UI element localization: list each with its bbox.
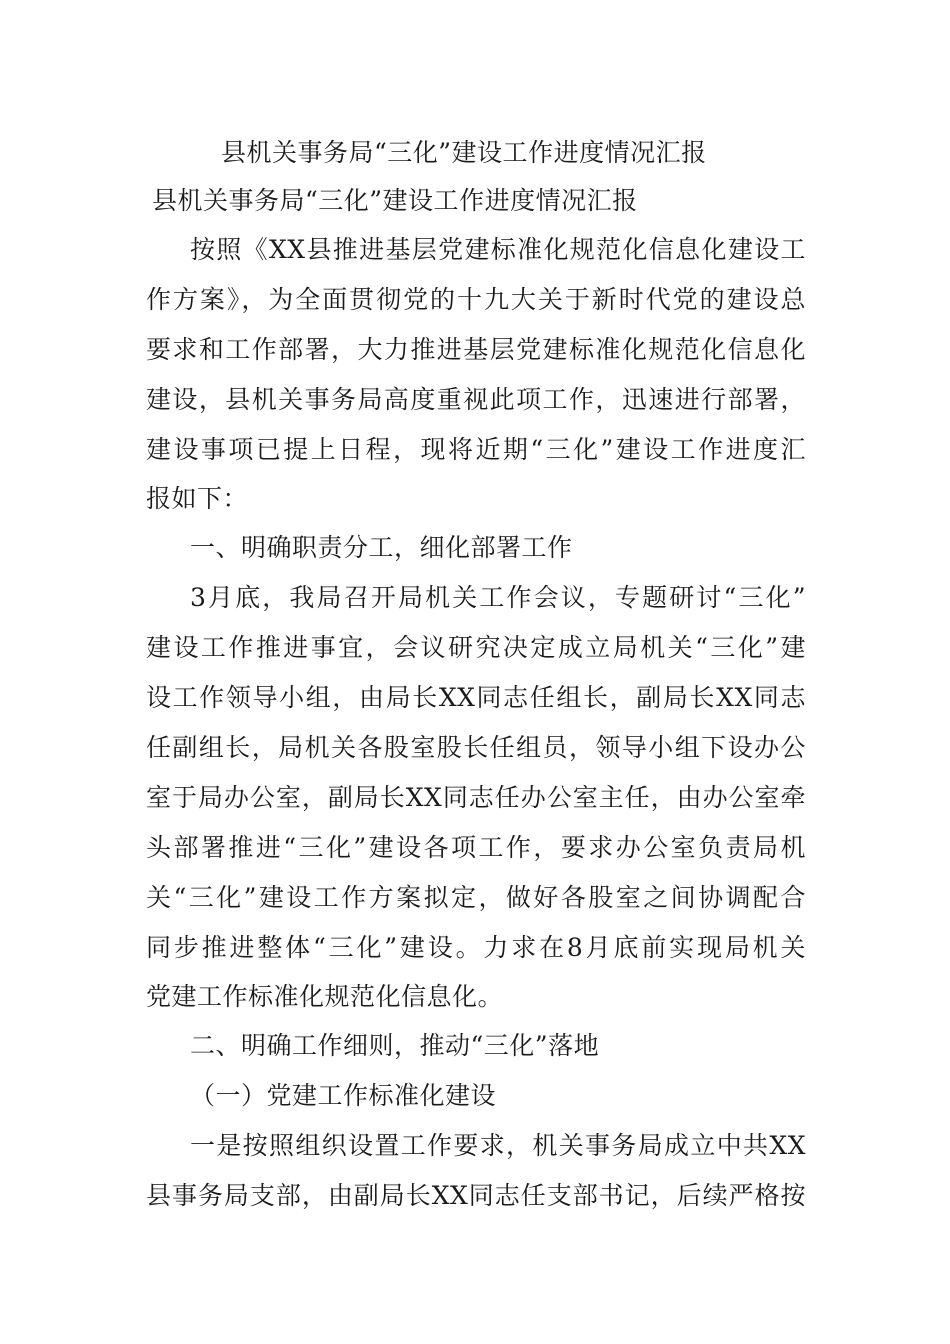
- document-subtitle: 县机关事务局“三化”建设工作进度情况汇报: [152, 186, 638, 215]
- document-title: 县机关事务局“三化”建设工作进度情况汇报: [221, 138, 707, 167]
- paragraph-line: 设工作领导小组，由局长XX同志任组长，副局长XX同志: [146, 683, 806, 712]
- paragraph-line: 关“三化”建设工作方案拟定，做好各股室之间协调配合: [146, 883, 806, 912]
- paragraph-line: 作方案》，为全面贯彻党的十九大关于新时代党的建设总: [146, 285, 806, 314]
- subsection-heading: （一）党建工作标准化建设: [190, 1081, 497, 1110]
- paragraph-line: 室于局办公室，副局长XX同志任办公室主任，由办公室牵: [146, 783, 806, 812]
- paragraph-line: 按照《XX县推进基层党建标准化规范化信息化建设工: [190, 235, 806, 264]
- paragraph-line: 同步推进整体“三化”建设。力求在8月底前实现局机关: [146, 933, 806, 962]
- paragraph-line: 县事务局支部，由副局长XX同志任支部书记，后续严格按: [146, 1181, 806, 1210]
- section-heading: 一、明确职责分工，细化部署工作: [190, 533, 573, 562]
- paragraph-line: 报如下：: [146, 484, 249, 513]
- paragraph-line: 一是按照组织设置工作要求，机关事务局成立中共XX: [190, 1131, 806, 1160]
- paragraph-line: 建设工作推进事宜，会议研究决定成立局机关“三化”建: [146, 633, 806, 662]
- paragraph-line: 建设，县机关事务局高度重视此项工作，迅速进行部署，: [146, 385, 806, 414]
- paragraph-line: 头部署推进“三化”建设各项工作，要求办公室负责局机: [146, 833, 806, 862]
- paragraph-line: 建设事项已提上日程，现将近期“三化”建设工作进度汇: [146, 435, 806, 464]
- paragraph-line: 3月底，我局召开局机关工作会议，专题研讨“三化”: [190, 583, 806, 612]
- paragraph-line: 任副组长，局机关各股室股长任组员，领导小组下设办公: [146, 733, 806, 762]
- paragraph-line: 要求和工作部署，大力推进基层党建标准化规范化信息化: [146, 335, 806, 364]
- paragraph-line: 党建工作标准化规范化信息化。: [146, 982, 504, 1011]
- section-heading: 二、明确工作细则，推动“三化”落地: [190, 1031, 600, 1060]
